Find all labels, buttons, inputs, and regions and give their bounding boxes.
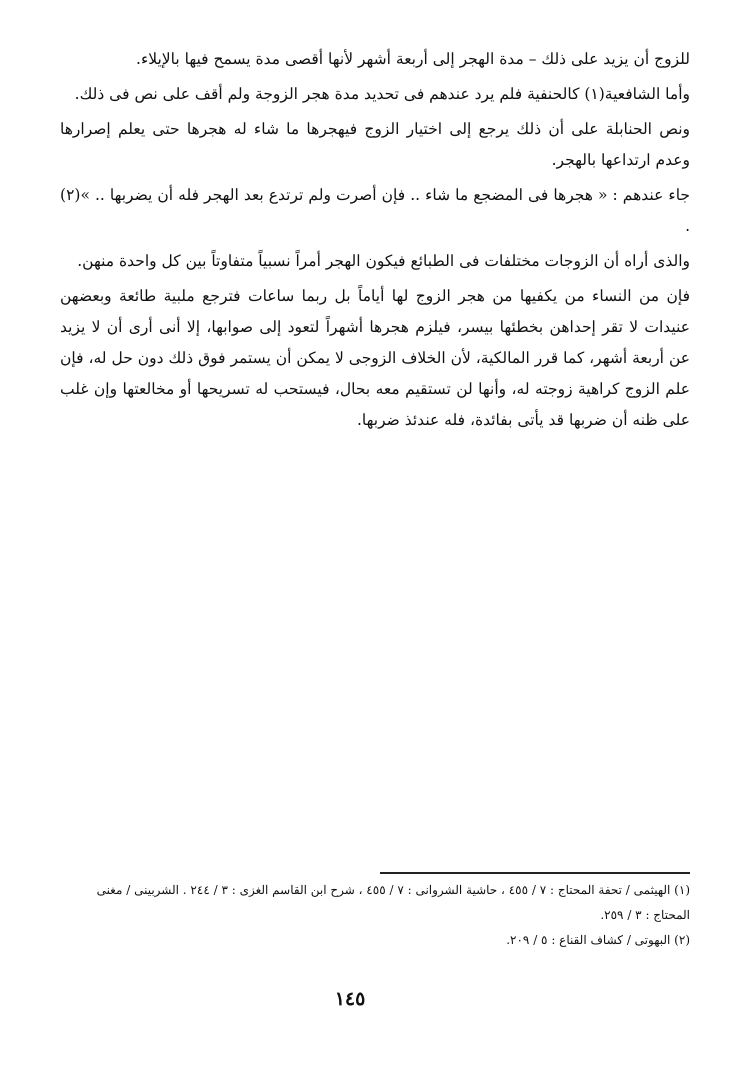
paragraph-1: للزوج أن يزيد على ذلك – مدة الهجر إلى أربعة أشهر لأنها أقصى مدة يسمح فيها بالإيلاء. (136, 50, 690, 68)
paragraph-6: فإن من النساء من يكفيها من هجر الزوج لها أياماً بل ربما ساعات فترجع ملبية طائعة وبعضهن عنيدات لا تقر إحداهن بخطئها بيسر، فيلزم هجرها أشهراً لتعود إلى صوابها، إلا أنى أرى أن لا يزيد عن أربعة أشهر، كما قرر المالكية، لأن الخلاف الزوجى لا يمكن أن يستمر فوق ذلك دون حل له، فإن علم الزوج كراهية زوجته له، وأنها لن تستقيم معه بحال، فيستحب له تسريحها أو مخالعتها وإن غلب على ظنه أن ضربها قد يأتى بفائدة، فله عندئذ ضربها. (60, 287, 690, 429)
main-text (60, 44, 690, 440)
page-number: ١٤٥ (334, 988, 366, 1010)
paragraph-2: وأما الشافعية(١) كالحنفية فلم يرد عندهم فى تحديد مدة هجر الزوجة ولم أقف على نص فى ذلك. (74, 85, 690, 103)
footnote-2: (٢) البهوتى / كشاف القناع : ٥ / ٢٠٩. (506, 933, 690, 947)
paragraph-4: جاء عندهم : « هجرها فى المضجع ما شاء .. فإن أصرت ولم ترتدع بعد الهجر فله أن يضربها .. »(٢) . (60, 186, 690, 235)
paragraph-5: والذى أراه أن الزوجات مختلفات فى الطبائع فيكون الهجر أمراً نسبياً متفاوتاً بين كل واحدة منهن. (77, 252, 690, 270)
footnote-divider (380, 872, 690, 874)
paragraph-3: ونص الحنابلة على أن ذلك يرجع إلى اختيار الزوج فيهجرها ما شاء له هجرها حتى يعلم إصرارها وعدم ارتداعها بالهجر. (60, 120, 690, 169)
footnotes (60, 878, 690, 953)
footnote-1: (١) الهيثمى / تحفة المحتاج : ٧ / ٤٥٥ ، حاشية الشروانى : ٧ / ٤٥٥ ، شرح ابن القاسم الغزى : ٣ / ٢٤٤ . الشربينى / مغنى المحتاج : ٣ / ٢٥٩. (96, 883, 690, 922)
